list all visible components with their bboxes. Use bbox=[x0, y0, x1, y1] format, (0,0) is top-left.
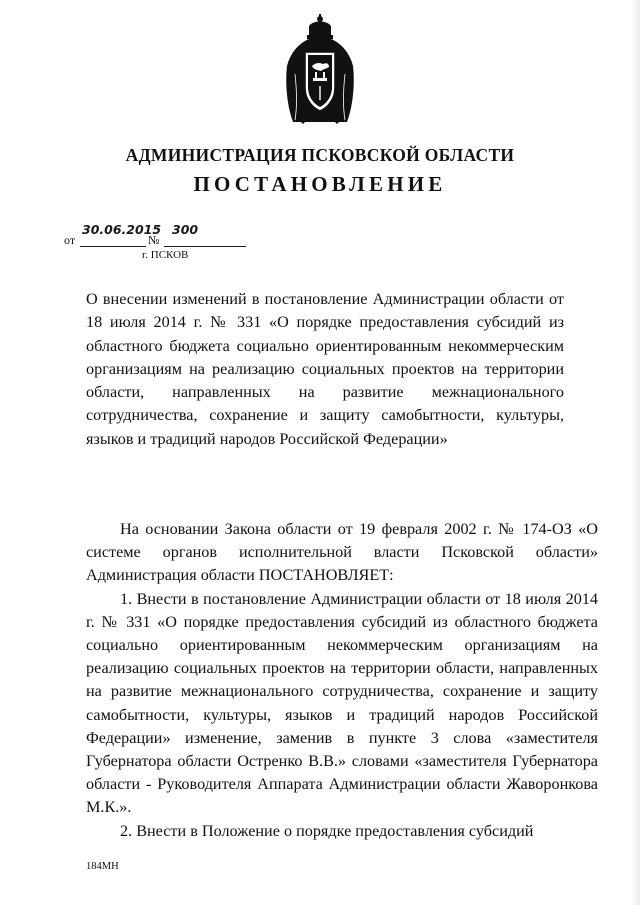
organization-title: АДМИНИСТРАЦИЯ ПСКОВСКОЙ ОБЛАСТИ bbox=[125, 145, 515, 165]
document-subject: О внесении изменений в постановление Администрации области от 18 июля 2014 г. № 331 «О порядке предоставления субсидий из областного бюджета социально ориентированным некоммерческим организациям на реализацию социальных проектов на территории области, направленных на развитие межнационального сотрудничества, сохранение и защиту самобытности, культуры, языков и традиций народов Российской Федерации» bbox=[86, 290, 564, 448]
handwritten-date: 30.06.2015 bbox=[82, 222, 162, 237]
document-type-title: ПОСТАНОВЛЕНИЕ bbox=[193, 172, 447, 196]
scan-edge-shadow bbox=[631, 0, 640, 905]
footer-code: 184МН bbox=[86, 861, 119, 872]
item-1-paragraph: 1. Внести в постановление Администрации области от 18 июля 2014 г. № 331 «О порядке предоставления субсидий из областного бюджета социально ориентированным некоммерческим организациям на реализацию социальных проектов на территории области, направленных на развитие межнационального сотрудничества, сохранение и защиту самобытности, культуры, языков и традиций народов Российской Федерации» изменение, заменив в пункте 3 слова «заместителя Губернатора области Остренко В.В.» словами «заместителя Губернатора области - Руководителя Аппарата Администрации области Жаворонкова М.К.». bbox=[86, 589, 598, 817]
number-underline bbox=[164, 246, 246, 247]
intro-paragraph: На основании Закона области от 19 февраля 2002 г. № 174-ОЗ «О системе органов исполнительной власти Псковской области» Администрация области ПОСТАНОВЛЯЕТ: bbox=[86, 520, 598, 585]
handwritten-number: 300 bbox=[172, 222, 199, 237]
date-underline bbox=[80, 246, 146, 247]
item-2-paragraph: 2. Внести в Положение о порядке предоставления субсидий bbox=[120, 821, 534, 840]
number-label: № bbox=[148, 233, 160, 247]
pskov-coat-of-arms-icon bbox=[283, 14, 357, 126]
document-body bbox=[86, 518, 598, 843]
date-prefix: от bbox=[64, 233, 76, 247]
city-label: г. ПСКОВ bbox=[142, 249, 189, 261]
date-number-line bbox=[64, 222, 284, 246]
